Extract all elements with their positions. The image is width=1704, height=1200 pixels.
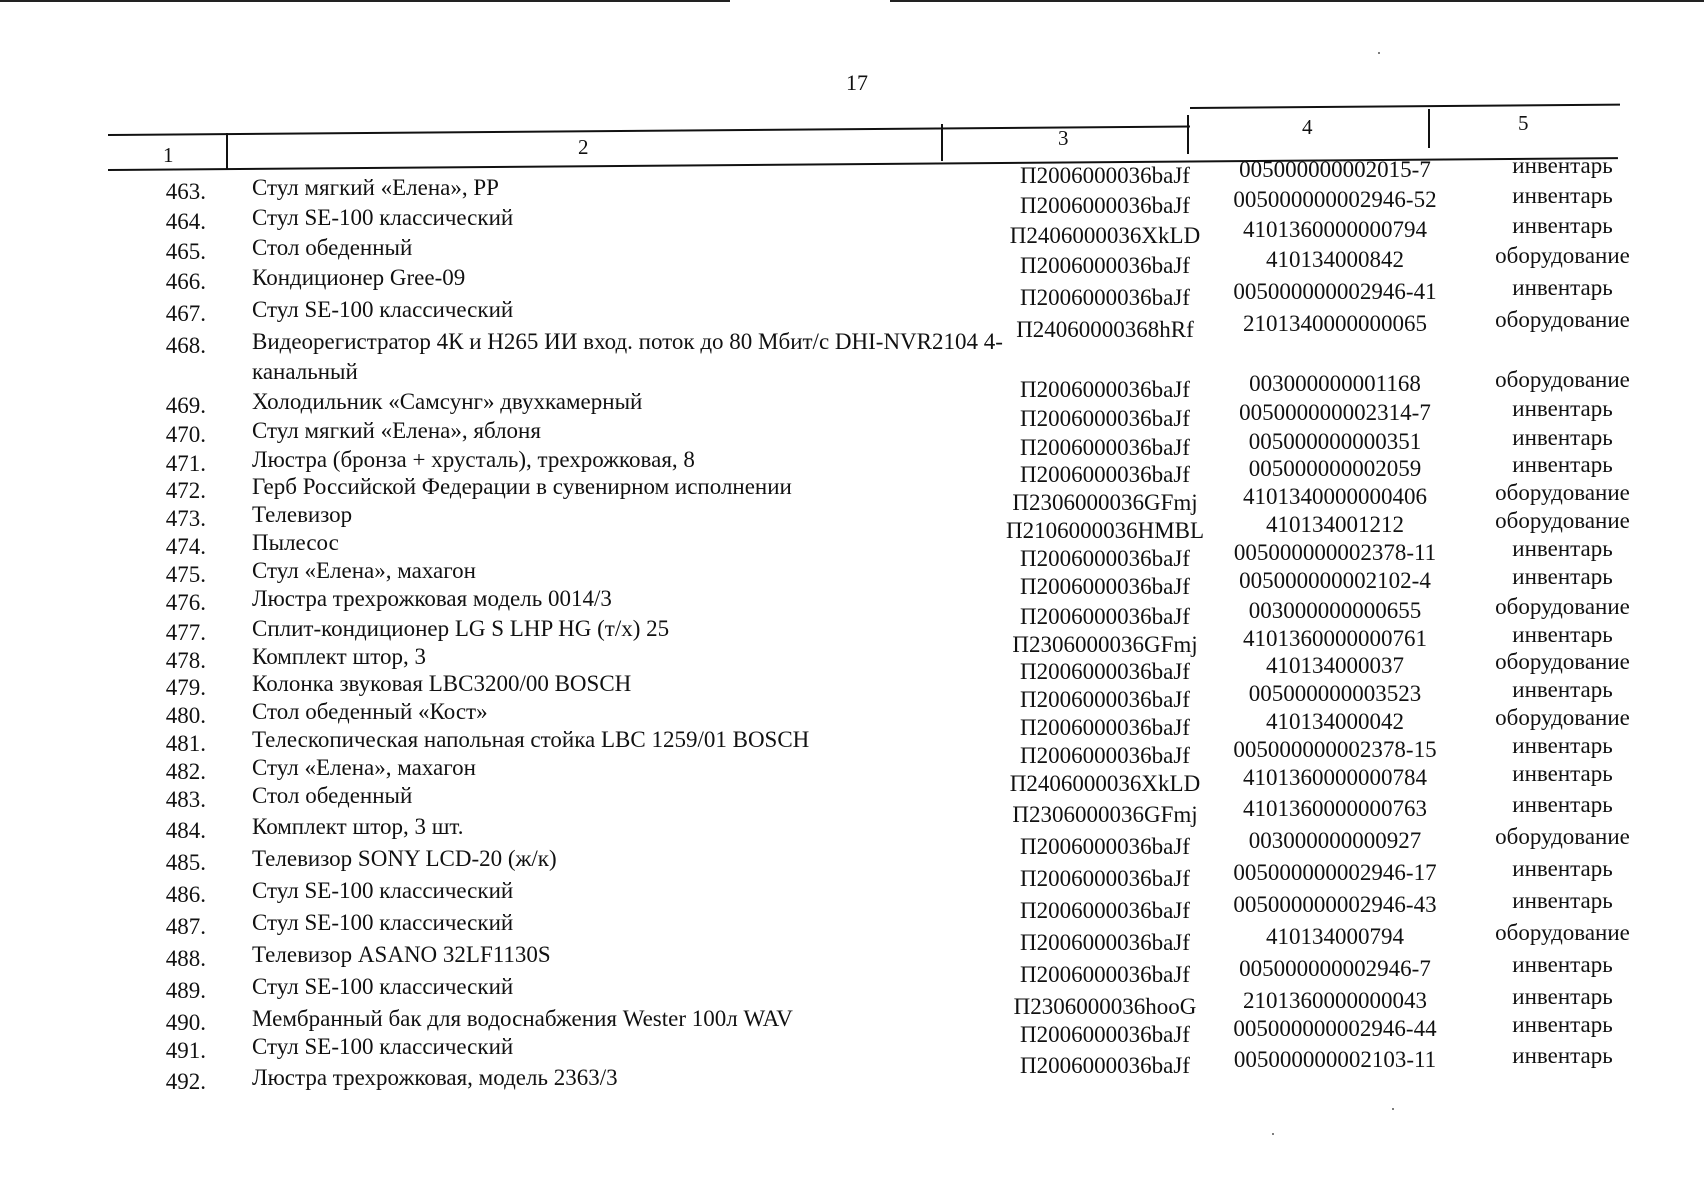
inventory-number: 005000000002059 bbox=[1248, 456, 1422, 481]
item-name: Стул SE-100 классический bbox=[252, 878, 514, 903]
item-category: оборудование bbox=[1495, 367, 1630, 392]
item-name: Стул мягкий «Елена», РР bbox=[252, 175, 499, 200]
scan-edge-line bbox=[0, 0, 730, 2]
item-category: инвентарь bbox=[1512, 1012, 1613, 1037]
inventory-number: 003000000001168 bbox=[1249, 371, 1421, 396]
row-number: 480. bbox=[165, 703, 206, 728]
inventory-number: 005000000003523 bbox=[1248, 681, 1422, 706]
item-category: инвентарь bbox=[1512, 452, 1613, 477]
item-name: Стул «Елена», махагон bbox=[252, 558, 476, 583]
row-number: 492. bbox=[165, 1069, 206, 1094]
inventory-number: 005000000002102-4 bbox=[1239, 568, 1431, 593]
row-number: 476. bbox=[165, 590, 206, 615]
scan-speck bbox=[1378, 52, 1380, 54]
row-number: 477. bbox=[165, 620, 206, 645]
item-name: Комплект штор, 3 bbox=[252, 644, 426, 669]
header-top-rule bbox=[108, 126, 1190, 136]
item-category: инвентарь bbox=[1512, 952, 1613, 977]
row-number: 467. bbox=[165, 301, 206, 326]
account-code: П2006000036baJf bbox=[1020, 163, 1190, 188]
row-number: 474. bbox=[165, 534, 206, 559]
row-number: 491. bbox=[165, 1038, 206, 1063]
scan-speck bbox=[1272, 1133, 1274, 1135]
page-number: 17 bbox=[846, 70, 868, 95]
inventory-number: 005000000000351 bbox=[1248, 429, 1422, 454]
item-name: Телевизор ASANO 32LF1130S bbox=[252, 942, 551, 967]
inventory-number: 410134000042 bbox=[1266, 709, 1404, 734]
inventory-number: 005000000002946-41 bbox=[1233, 279, 1437, 304]
item-category: инвентарь bbox=[1512, 213, 1613, 238]
item-name: Стул SE-100 классический bbox=[252, 205, 514, 230]
item-category: инвентарь bbox=[1512, 275, 1613, 300]
item-name: Стул SE-100 классический bbox=[252, 297, 514, 322]
item-category: оборудование bbox=[1495, 920, 1630, 945]
row-number: 484. bbox=[165, 818, 206, 843]
inventory-number: 410134000794 bbox=[1266, 924, 1404, 949]
row-number: 479. bbox=[165, 675, 206, 700]
item-name: Мембранный бак для водоснабжения Wester 100л WAV bbox=[252, 1006, 793, 1031]
row-number: 472. bbox=[165, 478, 206, 503]
row-number: 465. bbox=[165, 239, 206, 264]
row-number: 478. bbox=[165, 648, 206, 673]
account-code: П2406000036XkLD bbox=[1009, 223, 1201, 248]
inventory-number: 2101360000000043 bbox=[1243, 988, 1427, 1013]
item-category: оборудование bbox=[1495, 508, 1630, 533]
item-name: Видеорегистратор 4К и H265 ИИ вход. поток до 80 Мбит/с DHI-NVR2104 4-канальный bbox=[252, 329, 1003, 384]
row-number: 482. bbox=[165, 759, 206, 784]
item-category: инвентарь bbox=[1512, 183, 1613, 208]
account-code: П2006000036baJf bbox=[1020, 193, 1190, 218]
header-top-rule bbox=[1190, 104, 1620, 109]
inventory-number: 005000000002378-11 bbox=[1233, 540, 1437, 565]
scan-edge-line bbox=[890, 0, 1704, 2]
item-name: Люстра трехрожковая модель 0014/3 bbox=[252, 586, 612, 611]
row-number: 463. bbox=[165, 179, 206, 204]
row-number: 486. bbox=[165, 882, 206, 907]
account-code: П2006000036baJf bbox=[1020, 1022, 1190, 1047]
inventory-number: 4101360000000763 bbox=[1243, 796, 1427, 821]
account-code: П2006000036baJf bbox=[1020, 962, 1190, 987]
item-name: Стул мягкий «Елена», яблоня bbox=[252, 418, 541, 443]
inventory-number: 005000000002314-7 bbox=[1239, 400, 1431, 425]
row-number: 469. bbox=[165, 393, 206, 418]
account-code: П2006000036baJf bbox=[1020, 659, 1190, 684]
item-category: оборудование bbox=[1495, 480, 1630, 505]
header-divider bbox=[226, 133, 228, 169]
item-category: инвентарь bbox=[1512, 564, 1613, 589]
inventory-number: 005000000002946-52 bbox=[1233, 187, 1437, 212]
inventory-number: 2101340000000065 bbox=[1243, 311, 1427, 336]
column-header-2: 2 bbox=[578, 135, 589, 159]
row-number: 466. bbox=[165, 269, 206, 294]
inventory-number: 005000000002103-11 bbox=[1233, 1047, 1437, 1072]
item-name: Стол обеденный «Кост» bbox=[252, 699, 488, 724]
item-category: оборудование bbox=[1495, 243, 1630, 268]
item-name: Стул SE-100 классический bbox=[252, 910, 514, 935]
item-name: Телевизор SONY LCD-20 (ж/к) bbox=[252, 846, 557, 871]
item-name: Герб Российской Федерации в сувенирном исполнении bbox=[252, 474, 792, 499]
row-number: 481. bbox=[165, 731, 206, 756]
inventory-number: 005000000002015-7 bbox=[1239, 157, 1431, 182]
item-name: Стул SE-100 классический bbox=[252, 1034, 514, 1059]
item-category: инвентарь bbox=[1512, 888, 1613, 913]
account-code: П2006000036baJf bbox=[1020, 462, 1190, 487]
item-name: Люстра (бронза + хрусталь), трехрожковая, 8 bbox=[252, 447, 695, 472]
account-code: П2006000036baJf bbox=[1020, 285, 1190, 310]
inventory-number: 4101360000000784 bbox=[1243, 765, 1427, 790]
row-number: 464. bbox=[165, 209, 206, 234]
account-code: П2006000036baJf bbox=[1020, 253, 1190, 278]
account-code: П2006000036baJf bbox=[1020, 435, 1190, 460]
account-code: П2006000036baJf bbox=[1020, 866, 1190, 891]
item-category: инвентарь bbox=[1512, 984, 1613, 1009]
account-code: П2006000036baJf bbox=[1020, 1053, 1190, 1078]
account-code: П2406000036XkLD bbox=[1009, 771, 1201, 796]
item-name: Люстра трехрожковая, модель 2363/3 bbox=[252, 1065, 618, 1090]
column-header-4: 4 bbox=[1302, 115, 1313, 139]
column-header-5: 5 bbox=[1518, 111, 1529, 135]
inventory-number: 005000000002946-44 bbox=[1233, 1016, 1437, 1041]
item-name: Кондиционер Gree-09 bbox=[252, 265, 466, 290]
item-category: инвентарь bbox=[1512, 153, 1613, 178]
item-category: оборудование bbox=[1495, 307, 1630, 332]
row-number: 490. bbox=[165, 1010, 206, 1035]
row-number: 489. bbox=[165, 978, 206, 1003]
item-category: инвентарь bbox=[1512, 733, 1613, 758]
account-code: П2006000036baJf bbox=[1020, 930, 1190, 955]
inventory-number: 003000000000655 bbox=[1248, 598, 1422, 623]
item-category: инвентарь bbox=[1512, 1043, 1613, 1068]
account-code: П2306000036hooG bbox=[1013, 994, 1197, 1019]
account-code: П2006000036baJf bbox=[1020, 377, 1190, 402]
item-name: Стул «Елена», махагон bbox=[252, 755, 476, 780]
column-header-1: 1 bbox=[163, 143, 174, 167]
item-category: инвентарь bbox=[1512, 856, 1613, 881]
row-number: 470. bbox=[165, 422, 206, 447]
account-code: П2006000036baJf bbox=[1020, 898, 1190, 923]
account-code: П2006000036baJf bbox=[1020, 574, 1190, 599]
item-category: инвентарь bbox=[1512, 396, 1613, 421]
item-name: Пылесос bbox=[252, 530, 339, 555]
inventory-number: 410134001212 bbox=[1266, 512, 1404, 537]
inventory-number: 4101360000000761 bbox=[1243, 626, 1427, 651]
account-code: П2306000036GFmj bbox=[1012, 490, 1198, 515]
item-category: инвентарь bbox=[1512, 425, 1613, 450]
account-code: П2306000036GFmj bbox=[1012, 802, 1198, 827]
item-category: инвентарь bbox=[1512, 761, 1613, 786]
inventory-number: 410134000842 bbox=[1266, 247, 1404, 272]
inventory-number: 005000000002378-15 bbox=[1233, 737, 1437, 762]
account-code: П24060000368hRf bbox=[1016, 317, 1194, 342]
row-number: 488. bbox=[165, 946, 206, 971]
account-code: П2006000036baJf bbox=[1020, 715, 1190, 740]
inventory-number: 410134000037 bbox=[1266, 653, 1404, 678]
item-name: Стол обеденный bbox=[252, 235, 413, 260]
item-category: инвентарь bbox=[1512, 792, 1613, 817]
item-name: Сплит-кондиционер LG S LHP HG (т/х) 25 bbox=[252, 616, 670, 641]
scan-speck bbox=[1392, 1108, 1394, 1110]
item-category: инвентарь bbox=[1512, 677, 1613, 702]
row-number: 468. bbox=[165, 333, 206, 358]
row-number: 483. bbox=[165, 787, 206, 812]
item-name: Телескопическая напольная стойка LBC 1259/01 BOSCH bbox=[252, 727, 810, 752]
item-category: оборудование bbox=[1495, 705, 1630, 730]
account-code: П2006000036baJf bbox=[1020, 546, 1190, 571]
row-number: 471. bbox=[165, 451, 206, 476]
column-header-3: 3 bbox=[1058, 126, 1069, 150]
inventory-number: 005000000002946-43 bbox=[1233, 892, 1437, 917]
item-category: оборудование bbox=[1495, 824, 1630, 849]
account-code: П2006000036baJf bbox=[1020, 604, 1190, 629]
item-name: Стол обеденный bbox=[252, 783, 413, 808]
row-number: 487. bbox=[165, 914, 206, 939]
inventory-number: 005000000002946-17 bbox=[1233, 860, 1437, 885]
item-name: Комплект штор, 3 шт. bbox=[252, 814, 464, 839]
item-name: Стул SE-100 классический bbox=[252, 974, 514, 999]
account-code: П2106000036HMBL bbox=[1005, 518, 1205, 543]
item-name: Колонка звуковая LBC3200/00 BOSCH bbox=[252, 671, 632, 696]
row-number: 473. bbox=[165, 506, 206, 531]
inventory-number: 003000000000927 bbox=[1248, 828, 1422, 853]
account-code: П2006000036baJf bbox=[1020, 743, 1190, 768]
item-name: Телевизор bbox=[252, 502, 353, 527]
inventory-number: 4101360000000794 bbox=[1243, 217, 1427, 242]
row-number: 485. bbox=[165, 850, 206, 875]
header-divider bbox=[1187, 115, 1189, 154]
item-name: Холодильник «Самсунг» двухкамерный bbox=[252, 389, 643, 414]
header-divider bbox=[941, 124, 943, 161]
item-category: оборудование bbox=[1495, 594, 1630, 619]
inventory-number: 4101340000000406 bbox=[1243, 484, 1427, 509]
row-number: 475. bbox=[165, 562, 206, 587]
account-code: П2006000036baJf bbox=[1020, 834, 1190, 859]
item-category: инвентарь bbox=[1512, 622, 1613, 647]
account-code: П2306000036GFmj bbox=[1012, 632, 1198, 657]
item-category: инвентарь bbox=[1512, 536, 1613, 561]
inventory-number: 005000000002946-7 bbox=[1239, 956, 1431, 981]
item-category: оборудование bbox=[1495, 649, 1630, 674]
account-code: П2006000036baJf bbox=[1020, 687, 1190, 712]
header-divider bbox=[1428, 109, 1430, 148]
account-code: П2006000036baJf bbox=[1020, 406, 1190, 431]
